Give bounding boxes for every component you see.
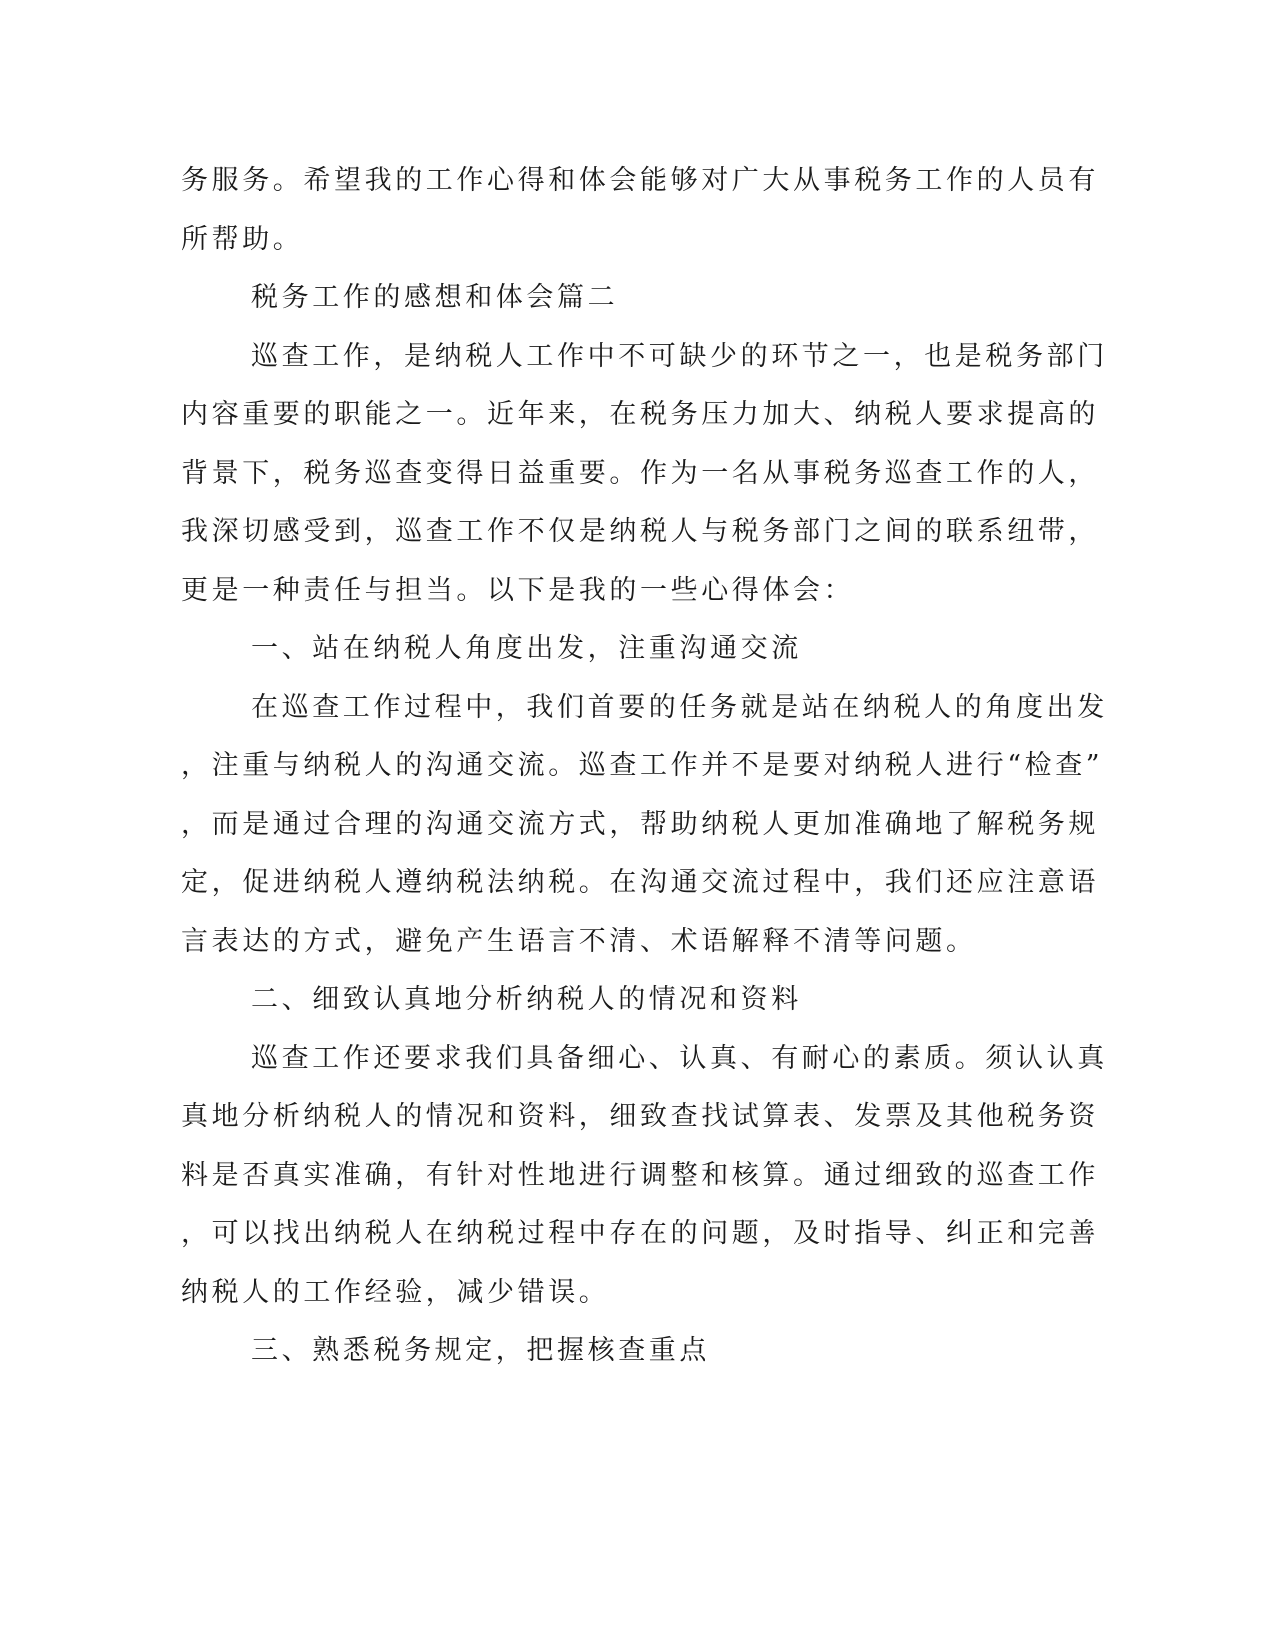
text-line: 真地分析纳税人的情况和资料，细致查找试算表、发票及其他税务资 (181, 1101, 1099, 1132)
text-line: 纳税人的工作经验，减少错误。 (181, 1277, 610, 1308)
text-line: 我深切感受到，巡查工作不仅是纳税人与税务部门之间的联系纽带， (181, 516, 1099, 547)
text-line: 内容重要的职能之一。近年来，在税务压力加大、纳税人要求提高的 (181, 399, 1099, 430)
text-line: 所帮助。 (181, 224, 304, 255)
text-line: ，可以找出纳税人在纳税过程中存在的问题，及时指导、纠正和完善 (181, 1218, 1099, 1249)
text-line: 务服务。希望我的工作心得和体会能够对广大从事税务工作的人员有 (181, 165, 1099, 196)
text-line: 更是一种责任与担当。以下是我的一些心得体会： (181, 575, 855, 606)
subheading: 一、站在纳税人角度出发，注重沟通交流 (251, 633, 802, 664)
text-line: 背景下，税务巡查变得日益重要。作为一名从事税务巡查工作的人， (181, 458, 1099, 489)
subheading: 三、熟悉税务规定，把握核查重点 (251, 1335, 710, 1366)
text-line: 定，促进纳税人遵纳税法纳税。在沟通交流过程中，我们还应注意语 (181, 867, 1099, 898)
section-title: 税务工作的感想和体会篇二 (251, 282, 619, 313)
text-line: ，而是通过合理的沟通交流方式，帮助纳税人更加准确地了解税务规 (181, 809, 1099, 840)
text-line: 在巡查工作过程中，我们首要的任务就是站在纳税人的角度出发 (251, 692, 1108, 723)
text-line: 巡查工作，是纳税人工作中不可缺少的环节之一，也是税务部门 (251, 341, 1108, 372)
text-line: 巡查工作还要求我们具备细心、认真、有耐心的素质。须认认真 (251, 1043, 1108, 1074)
text-line: ，注重与纳税人的沟通交流。巡查工作并不是要对纳税人进行“检查” (181, 750, 1104, 781)
text-line: 言表达的方式，避免产生语言不清、术语解释不清等问题。 (181, 926, 977, 957)
text-line: 料是否真实准确，有针对性地进行调整和核算。通过细致的巡查工作 (181, 1160, 1099, 1191)
subheading: 二、细致认真地分析纳税人的情况和资料 (251, 984, 802, 1015)
